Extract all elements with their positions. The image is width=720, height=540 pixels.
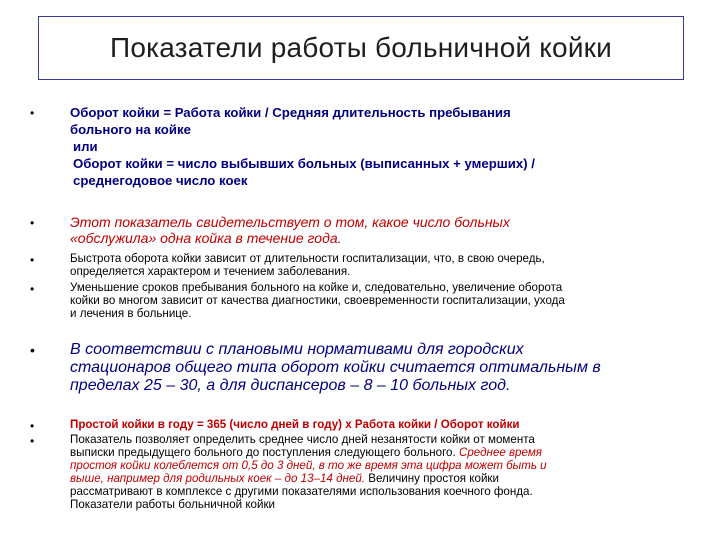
factors-p2-line-3: и лечения в больнице.	[70, 307, 192, 320]
factors-p2-line-2: койки во многом зависит от качества диагностики, своевременности госпитализации, ухода	[70, 294, 565, 307]
factors-text-1	[70, 252, 690, 278]
meaning-text	[70, 214, 690, 246]
downtime-line-2a: выписки предыдущего больного до поступления следующего больного.	[70, 446, 459, 459]
formula-text	[70, 104, 690, 189]
formula-line-4: Оборот койки = число выбывших больных (выписанных + умерших) /	[73, 156, 535, 171]
downtime-line-4a: выше, например для родильных коек – до 13–14 дней.	[70, 472, 365, 485]
downtime-line-2b: Среднее время	[458, 446, 542, 459]
norms-line-2: стационаров общего типа оборот койки считается оптимальным в	[70, 359, 601, 376]
downtime-formula-line: Простой койки в году = 365 (число дней в году) х Работа койки / Оборот койки	[70, 418, 520, 431]
factors-p2-line-1: Уменьшение сроков пребывания больного на койке и, следовательно, увеличение оборота	[70, 281, 563, 294]
formula-line-5: среднегодовое число коек	[73, 173, 248, 188]
downtime-formula	[70, 418, 690, 431]
bullet: •	[30, 342, 35, 358]
downtime-line-4	[70, 472, 690, 485]
formula-line-3: или	[73, 139, 98, 154]
factors-text-2	[70, 281, 690, 320]
downtime-line-2	[70, 446, 690, 459]
slide-title: Показатели работы больничной койки	[110, 32, 612, 63]
bullet: •	[30, 419, 35, 433]
downtime-line-5: рассматривают в комплексе с другими показателями использования коечного фонда.	[70, 485, 533, 498]
downtime-line-6: Показатели работы больничной койки	[70, 498, 276, 511]
norms-line-3: пределах 25 – 30, а для диспансеров – 8 – 10 больных год.	[70, 377, 511, 394]
factors-p1-line-2: определяется характером и течением заболевания.	[70, 265, 351, 278]
bullet: •	[30, 106, 35, 120]
downtime-description	[70, 433, 690, 511]
bullet: •	[30, 434, 35, 448]
norms-text	[70, 341, 690, 395]
title-box	[38, 16, 684, 80]
bullet: •	[30, 216, 35, 230]
norms-line-1: В соответствии с плановыми нормативами для городских	[70, 341, 524, 358]
bullet: •	[30, 253, 35, 267]
downtime-line-4b: Величину простоя койки	[365, 472, 499, 485]
downtime-line-1: Показатель позволяет определить среднее число дней незанятости койки от момента	[70, 433, 535, 446]
meaning-line-2: «обслужила» одна койка в течение года.	[70, 230, 342, 246]
meaning-line-1: Этот показатель свидетельствует о том, какое число больных	[70, 214, 510, 230]
formula-line-1: Оборот койки = Работа койки / Средняя длительность пребывания	[70, 105, 511, 120]
factors-p1-line-1: Быстрота оборота койки зависит от длительности госпитализации, что, в свою очередь,	[70, 252, 545, 265]
formula-line-2: больного на койке	[70, 122, 191, 137]
bullet: •	[30, 282, 35, 296]
downtime-line-3: простоя койки колеблется от 0,5 до 3 дней, в то же время эта цифра может быть и	[70, 459, 547, 472]
